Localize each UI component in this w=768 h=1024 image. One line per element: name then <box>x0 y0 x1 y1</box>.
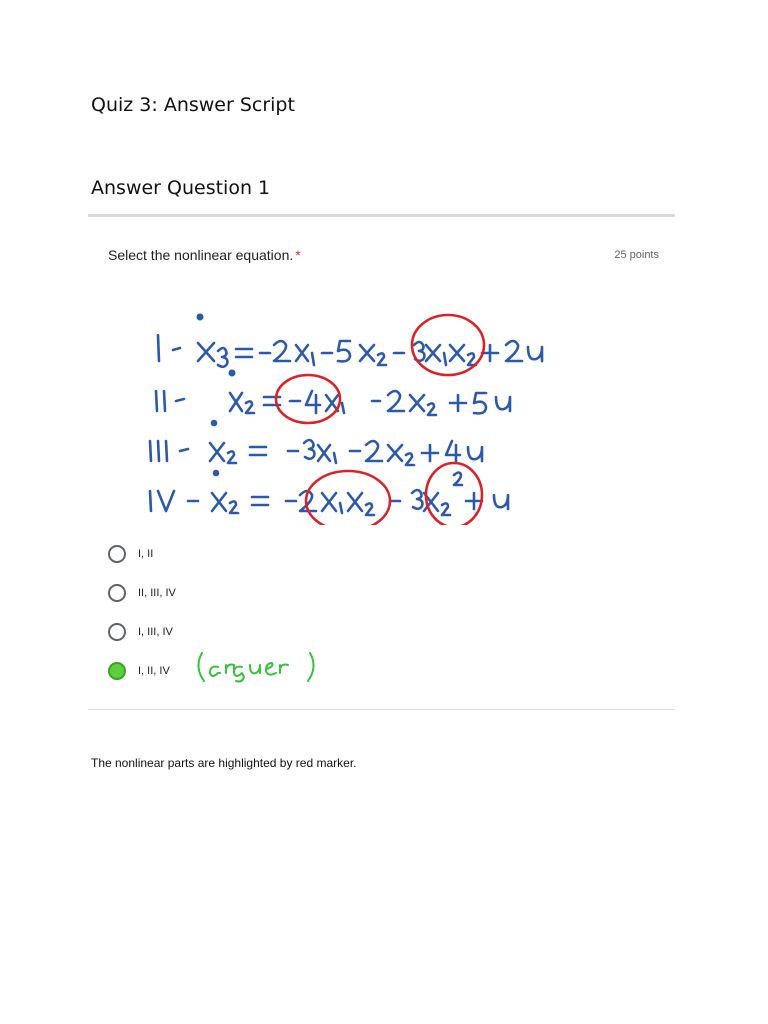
option-label: I, II <box>138 548 154 560</box>
question-heading: Answer Question 1 <box>91 177 271 199</box>
option-label: I, III, IV <box>138 626 173 638</box>
option-row[interactable] <box>108 582 176 604</box>
handwritten-equations-image <box>128 295 648 525</box>
option-row[interactable] <box>108 543 153 565</box>
handwritten-answer-note <box>192 647 332 687</box>
radio-button-selected[interactable] <box>108 662 126 680</box>
question-title <box>108 247 301 263</box>
document-title: Quiz 3: Answer Script <box>91 94 295 116</box>
question-card <box>88 214 675 710</box>
radio-button[interactable] <box>108 623 126 641</box>
points-label: 25 points <box>614 249 659 261</box>
option-label: I, II, IV <box>138 665 170 677</box>
option-label: II, III, IV <box>138 587 176 599</box>
option-row[interactable] <box>108 621 173 643</box>
question-text: Select the nonlinear equation. <box>108 247 294 263</box>
radio-button[interactable] <box>108 584 126 602</box>
footnote-text: The nonlinear parts are highlighted by red marker. <box>91 756 357 770</box>
required-asterisk: * <box>295 247 301 263</box>
option-row-selected[interactable] <box>108 660 170 682</box>
radio-button[interactable] <box>108 545 126 563</box>
